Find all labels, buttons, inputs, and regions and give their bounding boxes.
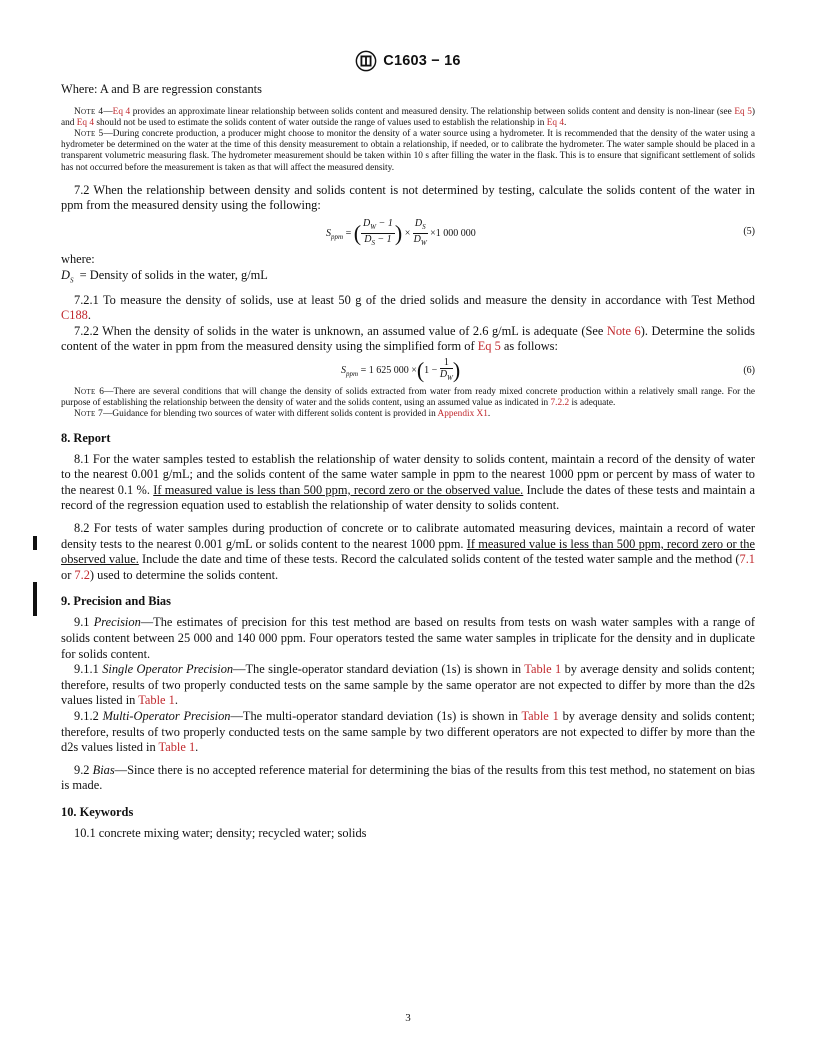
paragraph-text: —The single-operator standard deviation (1s) is shown in <box>233 662 525 677</box>
paragraph-text: —The estimates of precision for this test method are based on results from tests on wash water samples with a range of solids content between 25 000 and 140 000 ppm. Four operators tested the same water samples in triplicate for the density and in duplicate for solids content. <box>61 615 755 661</box>
paragraph-text: ). Determine the solids content of the water in ppm from the measured density using the simplified form of <box>61 323 755 354</box>
astm-logo-icon <box>355 50 377 72</box>
note-label: Note 7 <box>74 409 104 420</box>
main-content <box>61 82 755 842</box>
table-1-link[interactable]: Table 1 <box>524 662 562 677</box>
standard-designation: C1603 − 16 <box>383 53 461 69</box>
note-text: —Guidance for blending two sources of water with different solids content is provided in <box>103 409 438 420</box>
section-8-2 <box>61 521 755 583</box>
where-regression-line: Where: A and B are regression constants <box>61 82 262 96</box>
equation-5-body: $S_{ppm}$ = ( $\frac{D_W - 1}{D_S - 1}$ ) × $\frac{D_S}{D_W}$ ×1 000 000 <box>326 218 476 247</box>
section-9-1 <box>61 615 755 662</box>
paragraph-number: 9.1.2 <box>74 708 103 723</box>
definition-text: = Density of solids in the water, g/mL <box>79 267 268 282</box>
equation-number: (6) <box>743 365 755 377</box>
paragraph-text: ) used to determine the solids content. <box>89 567 279 582</box>
section-10-1: 10.1 concrete mixing water; density; recycled water; solids <box>74 825 367 840</box>
fraction: $\frac{D_S}{D_W}$ <box>413 218 427 247</box>
table-1-link[interactable]: Table 1 <box>138 693 175 708</box>
note-text: . <box>487 409 491 420</box>
subsection-title: Bias <box>92 762 115 777</box>
section-7-1-link[interactable]: 7.1 <box>739 552 755 567</box>
paragraph-text: by average density and solids content; therefore, results of two properly conducted tests on the same sample by the same operator are not expected to differ by more than the d2s values listed in <box>61 662 755 708</box>
section-8-heading: 8. Report <box>61 430 111 445</box>
paragraph-number: 9.1 <box>74 615 94 630</box>
note-label: Note 6 <box>74 387 105 398</box>
paragraph-text: 8.1 For the water samples tested to establish the relationship of water density to solids content, maintain a record of the density of water to the nearest 0.001 g/mL; and the solids content of the same water sample in ppm to the nearest 1000 ppm or percent by mass of water to the nearest 0.1 %. <box>61 451 755 497</box>
paragraph-text: 8.2 For tests of water samples during production of concrete or to calibrate automated measuring devices, maintain a record of water density tests to the nearest 0.001 g/mL or solids content to the nearest 1000 ppm. <box>61 521 755 551</box>
paragraph-text: 7.2.1 To measure the density of solids, use at least 50 g of the dried solids and measure the density in accordance with Test Method <box>74 292 755 307</box>
section-7-2-link[interactable]: 7.2 <box>74 567 90 582</box>
paragraph-text: . <box>87 308 91 323</box>
table-1-link[interactable]: Table 1 <box>158 740 196 755</box>
note-text: provides an approximate linear relationship between solids content and measured density. The relationship between solids content and density is non-linear (see <box>130 106 735 117</box>
equation-6-body: $S_{ppm} = 1$ 625 000 ×(1 − $\frac{1}{D_W}$ ) <box>341 357 461 383</box>
section-10-heading: 10. Keywords <box>61 804 134 819</box>
paragraph-text: 7.2.2 When the density of solids in the water is unknown, an assumed value of 2.6 g/mL is adequate (See <box>74 323 607 338</box>
revision-change-bar <box>33 582 37 616</box>
c188-link[interactable]: C188 <box>61 308 88 323</box>
note-4 <box>61 107 755 129</box>
eq-4-link[interactable]: Eq 4 <box>76 117 95 128</box>
eq-5-link[interactable]: Eq 5 <box>477 339 501 354</box>
revision-change-bar <box>33 536 37 550</box>
note-7 <box>61 409 755 420</box>
note-text: — <box>103 106 113 117</box>
paragraph-text: by average density and solids content; therefore, results of two properly conducted tests on the same sample by two different operators are not expected to differ by more than the d2s values listed in <box>61 708 755 755</box>
note-text: should not be used to estimate the solids content of water outside the range of values used to establish the relationship in <box>94 117 547 128</box>
note-text: —During concrete production, a producer might choose to monitor the density of a water source using a hydrometer. It is recommended that the density of the water using a hydrometer be determined on the water at the time of this density measurement to obtain a relationship, if needed, or to calibrate the hydrometer. The water sample should be placed in a transparent volumetric measuring flask. The hydrometer measurement should be taken within 10 s after filling the water in the flask. This is to ensure that significant settlement of solids has not occurred before the measurement is taken as that will affect the measured density. <box>61 129 755 173</box>
equation-5 <box>61 216 755 250</box>
section-7-2-2-link[interactable]: 7.2.2 <box>550 398 570 409</box>
paragraph-text: . <box>174 693 178 708</box>
section-9-heading: 9. Precision and Bias <box>61 594 171 609</box>
section-7-2-2 <box>61 324 755 355</box>
note-text: is adequate. <box>569 398 616 409</box>
subsection-title: Multi-Operator Precision <box>102 708 231 723</box>
section-7-2: 7.2 When the relationship between density and solids content is not determined by testing, calculate the solids content of the water in ppm from the measured density using the following: <box>61 182 755 213</box>
subsection-title: Single Operator Precision <box>102 662 234 677</box>
fraction: $\frac{D_W - 1}{D_S - 1}$ <box>363 218 393 247</box>
note-text: ) and <box>61 106 756 128</box>
eq-5-link[interactable]: Eq 5 <box>734 106 752 117</box>
note-label: Note 4 <box>74 106 104 117</box>
revised-text: If measured value is less than 500 ppm, record zero or the observed value. <box>61 536 756 567</box>
note-text: . <box>564 117 567 128</box>
paragraph-text: —The multi-operator standard deviation (1s) is shown in <box>230 708 522 723</box>
equation-constant: 1 625 000 <box>368 364 409 376</box>
page-header <box>0 50 816 77</box>
paragraph-number: 9.1.1 <box>74 662 103 677</box>
paragraph-text: —Since there is no accepted reference material for determining the bias of the results from this test method, no statement on bias is made. <box>61 762 755 793</box>
eq-4-link[interactable]: Eq 4 <box>112 106 131 117</box>
note-6 <box>61 387 755 409</box>
note-5 <box>61 129 755 174</box>
ds-definition: $D_S$ = Density of solids in the water, g/mL <box>61 267 268 285</box>
paragraph-text: Include the dates of these tests and maintain a record of the regression equation used to establish the relationship of water density to solids content. <box>61 482 755 513</box>
appendix-x1-link[interactable]: Appendix X1 <box>437 409 488 420</box>
where-label: where: <box>61 252 95 266</box>
paragraph-text: . <box>195 740 199 755</box>
section-9-1-2 <box>61 709 755 756</box>
paragraph-text: Include the date and time of these tests. Record the calculated solids content of the tested water sample and the method ( <box>138 552 740 567</box>
paragraph-text: or <box>61 567 75 582</box>
table-1-link[interactable]: Table 1 <box>521 708 559 723</box>
eq-4-link[interactable]: Eq 4 <box>546 117 564 128</box>
section-9-1-1 <box>61 662 755 709</box>
subsection-title: Precision <box>93 615 141 630</box>
note-6-link[interactable]: Note 6 <box>606 323 641 338</box>
revised-text: If measured value is less than 500 ppm, record zero or the observed value. <box>153 482 524 497</box>
section-8-1 <box>61 452 755 514</box>
equation-number: (5) <box>743 226 755 237</box>
section-9-2 <box>61 763 755 794</box>
equation-6 <box>61 357 755 387</box>
paragraph-number: 9.2 <box>74 762 93 777</box>
section-7-2-1 <box>61 293 755 324</box>
paragraph-text: as follows: <box>500 339 558 354</box>
note-label: Note 5 <box>74 129 104 139</box>
page-number: 3 <box>405 1012 411 1024</box>
fraction: $\frac{1}{D_W}$ <box>439 357 453 383</box>
note-text: —There are several conditions that will change the density of solids extracted from water from ready mixed concrete production within a relatively small range. For the purpose of establishing the relationship between the density of water and the solids content, using an assumed value as indicated in <box>61 387 755 409</box>
